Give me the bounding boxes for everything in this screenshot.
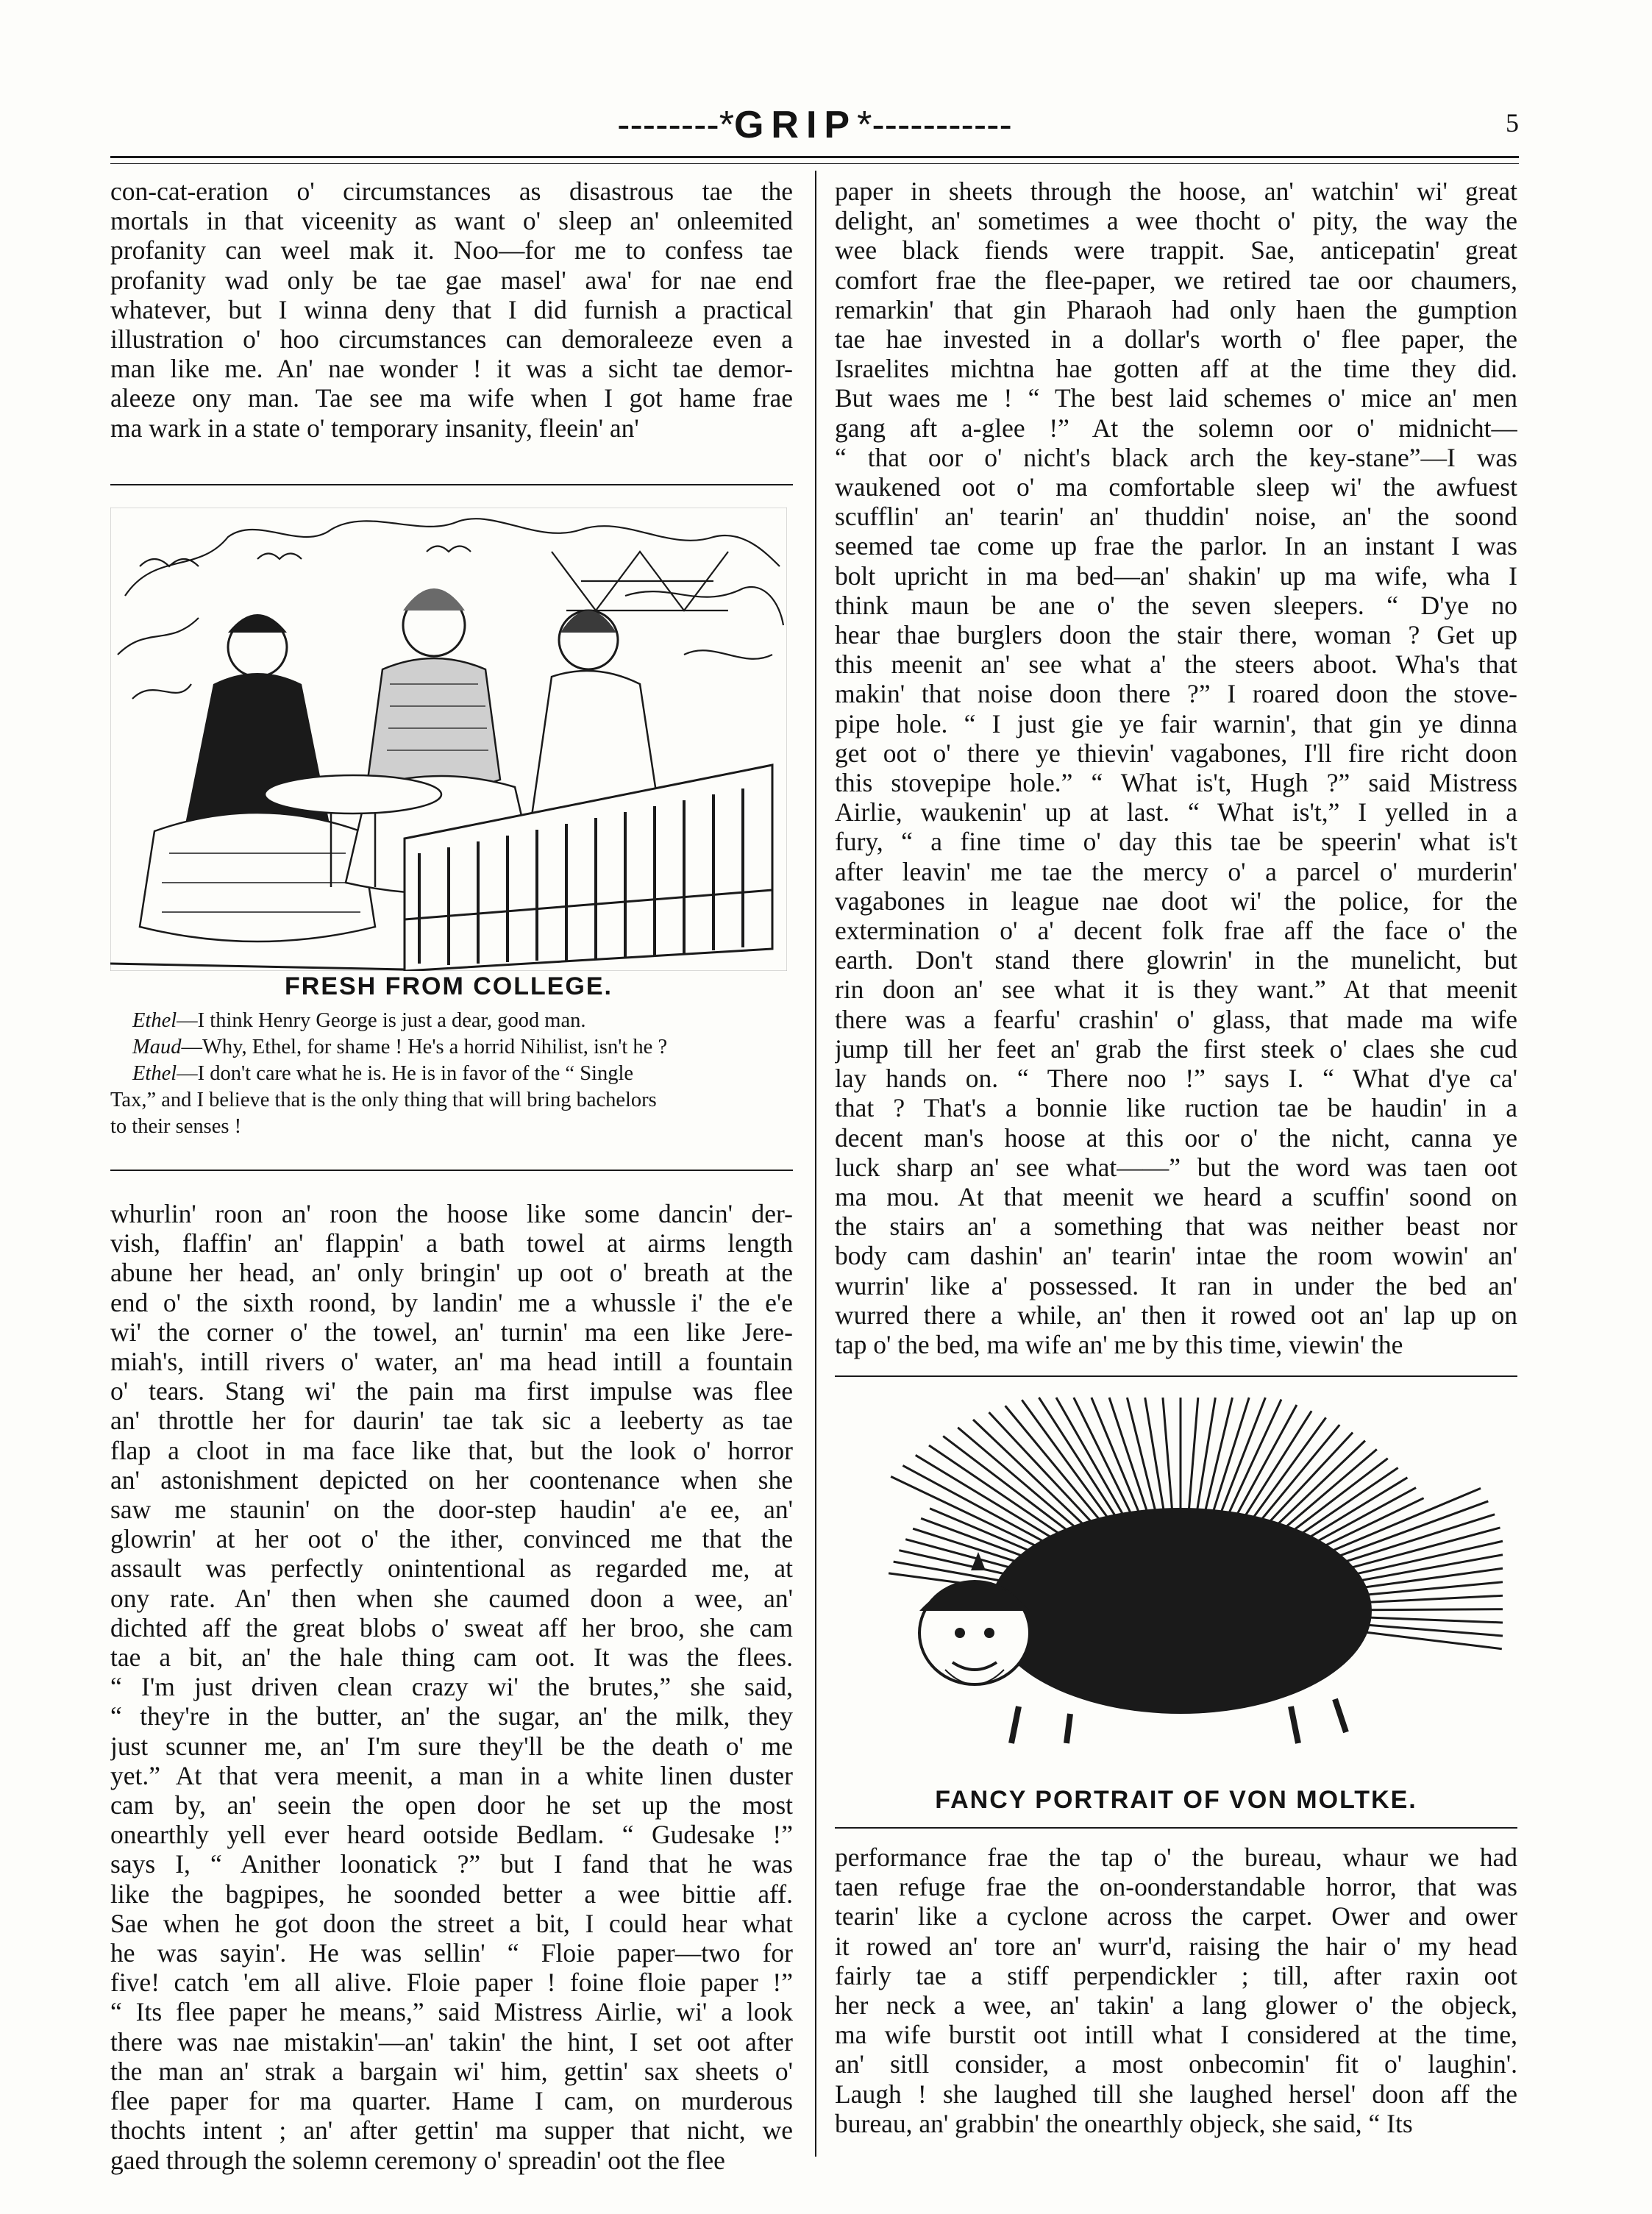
figure1-caption-title: FRESH FROM COLLEGE.	[285, 972, 613, 1000]
text-line: says I, “ Anither loonatick ?” but I fand that he was	[110, 1849, 793, 1879]
text-line: “ Its flee paper he means,” said Mistress Airlie, wi' a look	[110, 1997, 793, 2027]
text-line: think maun be ane o' the seven sleepers. “ D'ye no	[835, 590, 1517, 620]
text-line: her neck a wee, an' takin' a lang glower o' the objeck,	[835, 1990, 1517, 2021]
text-line: wee black fiends were trappit. Sae, anticepatin' great	[835, 235, 1517, 266]
text-line: flee paper for ma quarter. Hame I cam, on murderous	[110, 2086, 793, 2116]
column-divider	[815, 171, 816, 2157]
text-line: fairly tae a stiff perpendickler ; till, after raxin oot	[835, 1960, 1517, 1990]
text-line: the man an' strak a bargain wi' him, gettin' sax sheets o'	[110, 2056, 793, 2086]
text-line: ony rate. An' then when she caumed doon a wee, an'	[110, 1583, 793, 1613]
dialog-line	[110, 1114, 794, 1140]
text-line: “ they're in the butter, an' the sugar, an' the milk, they	[110, 1701, 793, 1731]
text-line: the stairs an' a something that was neither beast nor	[835, 1211, 1517, 1242]
text-line: tap o' the bed, ma wife an' me by this time, viewin' the	[835, 1329, 1403, 1359]
text-line: just scunner me, an' I'm sure they'll be the death o' me	[110, 1731, 793, 1761]
text-line: flap a cloot in ma face like that, but the look o' horror	[110, 1435, 793, 1465]
figure2-caption-title: FANCY PORTRAIT OF VON MOLTKE.	[935, 1786, 1417, 1814]
text-line: scufflin' an' tearin' an' thuddin' noise, an' the soond	[835, 502, 1517, 532]
text-line: hear thae burglers doon the stair there, woman ? Get up	[835, 620, 1517, 650]
dialog-speaker: Maud	[132, 1036, 182, 1058]
text-line: like the bagpipes, he soonded better a wee bittie aff.	[110, 1879, 793, 1909]
text-line: remarkin' that gin Pharaoh had only haen the gumption	[835, 294, 1517, 324]
text-line: profanity can weel mak it. Noo—for me to confess tae	[110, 235, 793, 266]
text-line: fury, “ a fine time o' day this tae be speerin' what is't	[835, 827, 1517, 857]
masthead	[110, 103, 1519, 162]
text-line: man like me. An' nae wonder ! it was a sicht tae demor-	[110, 354, 793, 384]
von-moltke-porcupine-illustration	[835, 1390, 1517, 1780]
text-line: yet.” At that vera meenit, a man in a white linen duster	[110, 1760, 793, 1790]
text-line: tae a bit, an' the hale thing cam oot. It was the flees.	[110, 1642, 793, 1673]
text-line: tae hae invested in a dollar's worth o' flee paper, the	[835, 324, 1517, 355]
text-line: decent man's hoose at this oor o' the nicht, canna ye	[835, 1122, 1517, 1153]
text-line: paper in sheets through the hoose, an' watchin' wi' great	[835, 177, 1517, 206]
dialog-line	[132, 1061, 794, 1087]
text-line: miah's, intill rivers o' water, an' ma head intill a fountain	[110, 1347, 793, 1377]
text-line: seemed tae come up frae the parlor. In an instant I was	[835, 531, 1517, 561]
left-column-bottom-text	[110, 1199, 793, 2175]
text-line: Israelites michtna hae gotten aff at the time they did.	[835, 354, 1517, 384]
text-line: illustration o' hoo circumstances can demoraleeze even a	[110, 324, 793, 355]
text-line: ma mou. At that meenit we heard a scuffin' soond on	[835, 1181, 1517, 1211]
text-line: taen refuge frae the on-oonderstandable horror, that was	[835, 1872, 1517, 1902]
text-line: this stovepipe hole.” “ What is't, Hugh ?” said Mistress	[835, 768, 1517, 798]
text-line: whurlin' roon an' roon the hoose like some dancin' der-	[110, 1199, 793, 1228]
figure1-top-rule	[110, 484, 793, 485]
masthead-rule-bottom	[110, 163, 1519, 164]
dialog-speaker: Ethel	[132, 1062, 177, 1085]
text-line: there was a fearfu' crashin' o' glass, that made ma wife	[835, 1004, 1517, 1034]
text-line: whatever, but I winna deny that I did furnish a practical	[110, 294, 793, 324]
text-line: luck sharp an' see what——” but the word was taen oot	[835, 1152, 1517, 1182]
text-line: he was sayin'. He was sellin' “ Floie paper—two for	[110, 1938, 793, 1968]
masthead-right-ornament: *-----------	[857, 104, 1012, 146]
masthead-rule-top	[110, 156, 1519, 158]
text-line: bolt upricht in ma bed—an' shakin' up ma wife, wha I	[835, 560, 1517, 591]
right-column-top-text	[835, 177, 1517, 1359]
text-line: comfort frae the flee-paper, we retired tae oor chaumers,	[835, 265, 1517, 295]
fresh-from-college-illustration	[110, 508, 787, 971]
text-line: vish, flaffin' an' flappin' a bath towel at airms length	[110, 1228, 793, 1259]
text-line: onearthly yell ever heard ootside Bedlam. “ Gudesake !”	[110, 1820, 793, 1850]
text-line: ma wark in a state o' temporary insanity, fleein' an'	[110, 413, 639, 443]
text-line: that ? That's a bonnie like ruction tae be haudin' in a	[835, 1093, 1517, 1123]
text-line: there was nae mistakin'—an' takin' the hint, I set oot after	[110, 2026, 793, 2057]
text-line: “ that oor o' nicht's black arch the key-stane”—I was	[835, 442, 1517, 472]
text-line: extermination o' a' decent folk frae aff the face o' the	[835, 916, 1517, 946]
text-line: an' throttle her for daurin' tae tak sic a leeberty as tae	[110, 1406, 793, 1436]
dialog-text: —I don't care what he is. He is in favor of the “ Single	[177, 1062, 634, 1085]
text-line: wi' the corner o' the towel, an' turnin' ma een like Jere-	[110, 1317, 793, 1347]
text-line: earth. Don't stand there glowrin' in the munelicht, but	[835, 945, 1517, 975]
dialog-line	[132, 1034, 794, 1061]
text-line: cam by, an' seein the open door he set up the most	[110, 1790, 793, 1820]
dialog-line	[132, 1008, 794, 1034]
porcupine-drawing	[835, 1390, 1517, 1780]
text-line: mortals in that viceenity as want o' sleep an' onleemited	[110, 206, 793, 236]
text-line: wurrin' like a' possessed. It ran in under the bed an'	[835, 1270, 1517, 1300]
text-line: aleeze ony man. Tae see ma wife when I got hame frae	[110, 383, 793, 413]
text-line: glowrin' at her oot o' the ither, convinced me that the	[110, 1524, 793, 1554]
three-women-garden-drawing	[110, 508, 787, 971]
text-line: con-cat-eration o' circumstances as disastrous tae the	[110, 177, 793, 206]
text-line: an' astonishment depicted on her coontenance when she	[110, 1464, 793, 1495]
text-line: thochts intent ; an' after gettin' ma supper that nicht, we	[110, 2115, 793, 2146]
text-line: lay hands on. “ There noo !” says I. “ What d'ye ca'	[835, 1064, 1517, 1094]
text-line: assault was perfectly onintentional as regarded me, at	[110, 1553, 793, 1584]
text-line: bureau, an' grabbin' the onearthly objeck, she said, “ Its	[835, 2108, 1413, 2138]
text-line: wurred there a while, an' then it rowed oot an' lap up on	[835, 1300, 1517, 1330]
text-line: abune her head, an' only bringin' up oot o' breath at the	[110, 1258, 793, 1288]
right-column-bottom-text	[835, 1843, 1517, 2138]
text-line: tearin' like a cyclone across the carpet. Ower and ower	[835, 1901, 1517, 1932]
text-line: “ I'm just driven clean crazy wi' the brutes,” she said,	[110, 1672, 793, 1702]
text-line: o' tears. Stang wi' the pain ma first impulse was flee	[110, 1376, 793, 1406]
text-line: jump till her feet an' grab the first steek o' claes she cud	[835, 1033, 1517, 1064]
text-line: Laugh ! she laughed till she laughed hersel' doon aff the	[835, 2079, 1517, 2109]
figure2-bottom-rule	[835, 1827, 1517, 1829]
dialog-speaker: Ethel	[132, 1009, 177, 1032]
masthead-title	[110, 103, 1519, 147]
text-line: end o' the sixth roond, by landin' me a whussle i' the e'e	[110, 1287, 793, 1317]
text-line: delight, an' sometimes a wee thocht o' pity, the way the	[835, 206, 1517, 236]
text-line: pipe hole. “ I just gie ye fair warnin', that gin ye dinna	[835, 708, 1517, 738]
text-line: dichted aff the great blobs o' sweat aff her broo, she cam	[110, 1612, 793, 1642]
text-line: get oot o' there ye thievin' vagabones, I'll fire richt doon	[835, 738, 1517, 768]
page-number: 5	[1506, 108, 1519, 138]
text-line: But waes me ! “ The best laid schemes o' mice an' men	[835, 383, 1517, 413]
text-line: body cam dashin' an' tearin' intae the room wowin' an'	[835, 1241, 1517, 1271]
text-line: performance frae the tap o' the bureau, whaur we had	[835, 1843, 1517, 1872]
dialog-text: Tax,” and I believe that is the only thing that will bring bachelors	[110, 1089, 657, 1111]
text-line: gaed through the solemn ceremony o' spreadin' oot the flee	[110, 2145, 725, 2175]
text-line: waukened oot o' ma comfortable sleep wi' the awfuest	[835, 472, 1517, 502]
dialog-text: —I think Henry George is just a dear, good man.	[177, 1009, 586, 1032]
dialog-text: —Why, Ethel, for shame ! He's a horrid Nihilist, isn't he ?	[181, 1036, 668, 1058]
text-line: it rowed an' tore an' wurr'd, raising the hair o' my head	[835, 1931, 1517, 1961]
text-line: this meenit an' see what a' the steers aboot. Wha's that	[835, 649, 1517, 680]
text-line: saw me staunin' on the door-step haudin' a'e ee, an'	[110, 1495, 793, 1525]
figure2-top-rule	[835, 1375, 1517, 1377]
text-line: after leavin' me tae the mercy o' a parcel o' murderin'	[835, 856, 1517, 886]
text-line: rin doon an' see what it is they want.” At that meenit	[835, 975, 1517, 1005]
dialog-line	[110, 1087, 794, 1114]
figure1-bottom-rule	[110, 1170, 793, 1171]
text-line: gang aft a-glee !” At the solemn oor o' midnicht—	[835, 413, 1517, 443]
text-line: five! catch 'em all alive. Floie paper ! foine floie paper !”	[110, 1968, 793, 1998]
masthead-left-ornament: --------*	[617, 104, 734, 146]
text-line: Airlie, waukenin' up at last. “ What is't,” I yelled in a	[835, 797, 1517, 827]
text-line: makin' that noise doon there ?” I roared doon the stove-	[835, 679, 1517, 709]
text-line: ma wife burstit oot intill what I considered at the time,	[835, 2020, 1517, 2050]
text-line: Sae when he got doon the street a bit, I could hear what	[110, 1908, 793, 1938]
left-column-top-text	[110, 177, 793, 443]
text-line: profanity wad only be tae gae masel' awa' for nae end	[110, 265, 793, 295]
figure1-dialog	[110, 1008, 794, 1140]
publication-name: GRIP	[733, 104, 858, 146]
dialog-text: to their senses !	[110, 1115, 242, 1138]
text-line: vagabones in league nae doot wi' the police, for the	[835, 886, 1517, 916]
text-line: an' sitll consider, a most onbecomin' fit o' laughin'.	[835, 2049, 1517, 2079]
